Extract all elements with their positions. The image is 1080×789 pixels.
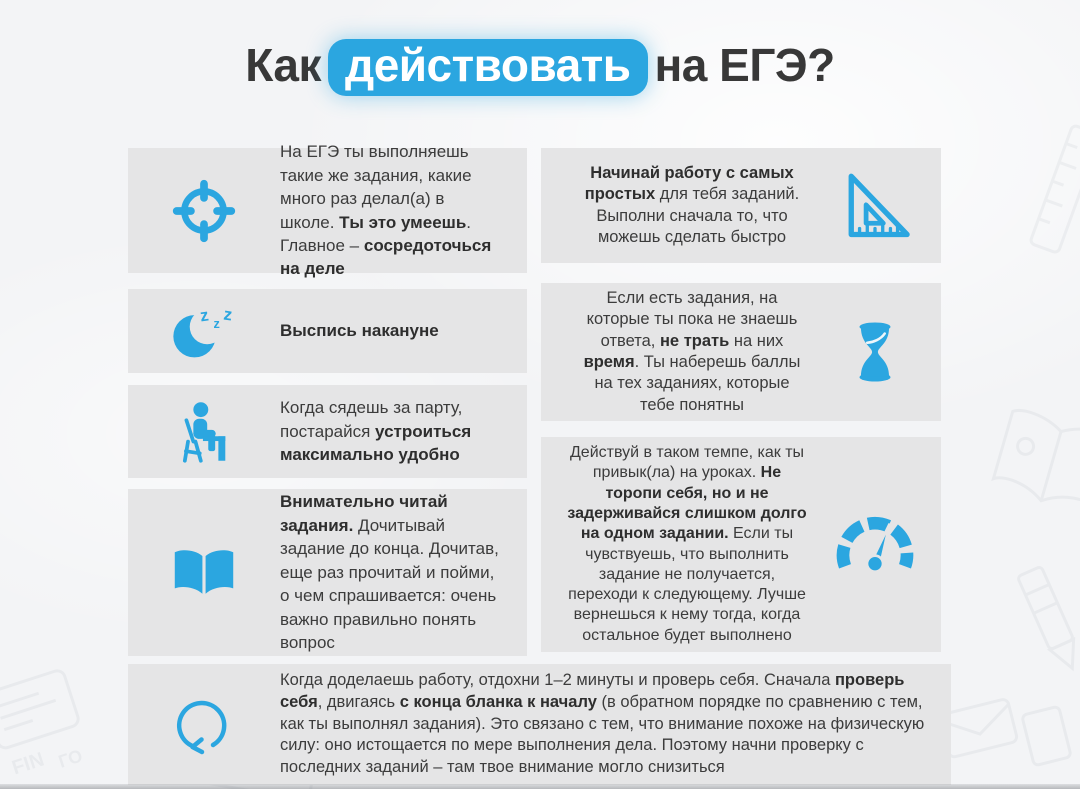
card-sleep — [128, 289, 527, 373]
moon-zzz-icon — [128, 298, 280, 364]
zzz-letter: z — [213, 316, 220, 331]
doodle-text-go: ГО — [55, 745, 85, 772]
card-check-yourself — [128, 664, 951, 785]
set-square-icon — [809, 168, 941, 244]
zzz-letter: z — [198, 305, 210, 326]
speedometer-icon — [809, 513, 941, 577]
card-text: Когда сядешь за парту, постарайся устроиться максимально удобно — [280, 398, 472, 465]
card-exam-tasks — [128, 142, 527, 279]
card-text: Внимательно читай задания. Дочитывай задание до конца. Дочитав, еще раз прочитай и пойми, о чем спрашивается: очень важно правильно понять вопрос — [280, 492, 499, 653]
pencil-doodle — [987, 547, 1080, 693]
card-start-simple — [541, 148, 941, 263]
target-icon — [128, 173, 280, 249]
card-text: Выспись накануне — [280, 321, 439, 341]
card-sit-comfortably — [128, 385, 527, 478]
stamp-doodle — [0, 654, 110, 789]
ruler-doodle — [1008, 112, 1080, 267]
redo-arrow-icon — [128, 691, 280, 759]
card-text: Начинай работу с самых простых для тебя заданий. Выполни сначала то, что можешь сделать быстро — [584, 163, 800, 246]
card-text: Когда доделаешь работу, отдохни 1–2 минуты и проверь себя. Сначала проверь себя, двигаясь с конца бланка к началу (в обратном порядке по сравнению с тем, как ты выполнял задания). Это связано с тем, что внимание похоже на физическую силу: оно истощается по мере выполнения дела. Поэтому начни проверку с последних заданий – там твое внимание могло снизиться — [280, 670, 925, 777]
card-text: Если есть задания, на которые ты пока не знаешь ответа, не трать на них время. Ты наберешь баллы на тех заданиях, которые тебе понятны — [583, 288, 801, 414]
card-text: Действуй в таком темпе, как ты привык(ла) на уроках. Не торопи себя, но и не задерживайся слишком долго на одном задании. Если ты чувствуешь, что выполнить задание не получается, переходи к следующему. Лучше вернешься к нему тогда, когда остальное будет выполнено — [567, 443, 807, 644]
title-pre: Как — [245, 39, 321, 91]
card-dont-waste-time — [541, 283, 941, 421]
title-highlight-pill: действовать — [328, 39, 648, 96]
doodle-text-fin: FIN — [9, 748, 47, 780]
page-title — [0, 38, 1080, 96]
book-doodle — [976, 396, 1080, 544]
card-text: На ЕГЭ ты выполняешь такие же задания, какие много раз делал(а) в школе. Ты это умеешь. Главное – сосредоточься на деле — [280, 142, 492, 279]
person-at-desk-icon — [128, 399, 280, 465]
title-post: на ЕГЭ? — [654, 39, 835, 91]
letters-doodle — [931, 676, 1079, 789]
bottom-edge-shadow — [0, 784, 1080, 789]
card-read-carefully — [128, 489, 527, 656]
hourglass-icon — [809, 316, 941, 388]
card-keep-your-pace — [541, 437, 941, 652]
open-book-icon — [128, 547, 280, 599]
zzz-letter: z — [222, 304, 234, 325]
